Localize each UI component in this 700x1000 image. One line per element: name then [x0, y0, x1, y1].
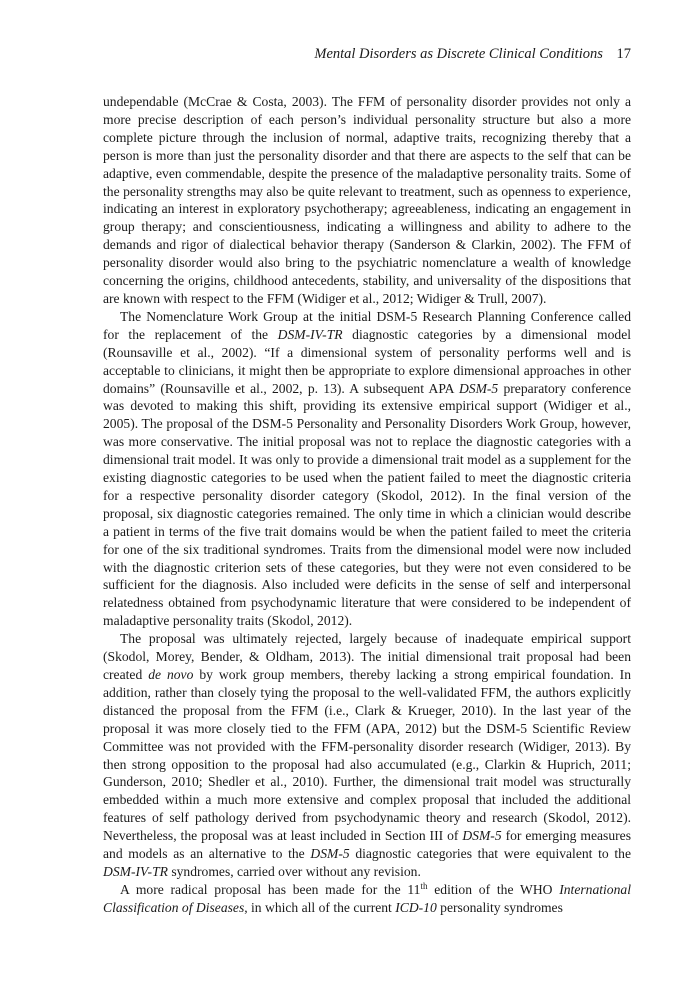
italic-run: DSM-5 — [462, 828, 502, 844]
paragraph — [103, 881, 631, 917]
paragraph — [103, 630, 631, 881]
italic-run: DSM-5 — [310, 846, 350, 862]
italic-run: ICD-10 — [395, 899, 437, 915]
italic-run: DSM-IV-TR — [103, 863, 168, 879]
italic-run: de novo — [148, 667, 194, 682]
text-run: personality syndromes — [436, 899, 563, 915]
text-run: diagnostic categories that were equivalent to the — [349, 846, 631, 862]
italic-run: DSM-5 — [458, 380, 499, 396]
text-run: undependable (McCrae & Costa, 2003). The FFM of personality disorder provides not only a more precise description of each person’s individual personality structure but also a more complete picture through the inclusion of normal, adaptive traits, recognizing thereby that a person is more than just the personality disorder and that there are aspects to the self that can be adaptive, even commendable, despite the presence of the maladaptive personality traits. Some of the personality strengths may also be quite relevant to treatment, such as openness to experience, indicating an interest in exploratory psychotherapy; agreeableness, indicating an engagement in group therapy; and conscientiousness, indicating a willingness and ability to adhere to the demands and rigor of dialectical behavior therapy (Sanderson & Clarkin, 2002). The FFM of personality disorder would also bring to the psychiatric nomenclature a wealth of knowledge concerning the origins, childhood antecedents, stability, and universality of the dispositions that are known with respect to the FFM (Widiger et al., 2012; Widiger & Trull, 2007). — [103, 94, 631, 306]
text-run: preparatory conference was devoted to making this shift, providing its extensive empirical support (Widiger et al., 2005). The proposal of the DSM-5 Personality and Personality Disorders Work Group, however, was more conservative. The initial proposal was not to replace the diagnostic categories with a dimensional trait model. It was only to provide a dimensional trait model as a supplement for the existing diagnostic categories to be used when the patient failed to meet the diagnostic criteria for a respective personality disorder category (Skodol, 2012). In the final version of the proposal, six diagnostic categories remained. The only time in which a clinician would describe a patient in terms of the five trait domains would be when the patient failed to meet the criteria for one of the six traditional syndromes. Traits from the dimensional model were now included with the diagnostic criterion sets of these categories, but they were not even considered to be sufficient for the diagnosis. Also included were deficits in the sense of self and interpersonal relatedness obtained from psychodynamic literature that were considered to be independent of maladaptive personality traits (Skodol, 2012). — [103, 380, 631, 629]
text-run: by work group members, thereby lacking a strong empirical foundation. In addition, rather than closely tying the proposal to the well-validated FFM, the authors explicitly distanced the proposal from the FFM (i.e., Clark & Krueger, 2010). In the last year of the proposal it was more closely tied to the FFM (APA, 2012) but the DSM-5 Scientific Review Committee was not provided with the FFM-personality disorder research (Widiger, 2013). By then strong opposition to the proposal had also accumulated (e.g., Clarkin & Huprich, 2011; Gunderson, 2010; Shedler et al., 2010). Further, the dimensional trait model was structurally embedded within a much more extensive and complex proposal that included the additional features of self pathology derived from psychodynamic theory and research (Skodol, 2012). Nevertheless, the proposal was at least included in Section III of — [103, 667, 631, 844]
superscript: th — [420, 880, 428, 891]
paragraph — [103, 93, 631, 308]
body-text — [103, 93, 631, 917]
running-head — [314, 46, 631, 63]
paragraph — [103, 308, 631, 630]
italic-run: International Classification of Diseases — [103, 881, 631, 915]
text-run: A more radical proposal has been made for the 11 — [120, 881, 421, 897]
text-run: , in which all of the current — [244, 899, 396, 915]
text-run: syndromes, carried over without any revision. — [167, 863, 421, 879]
text-run: for emerging measures and models as an alternative to the — [103, 828, 631, 862]
text-run: edition of the WHO — [427, 881, 560, 897]
text-run: The Nomenclature Work Group at the initial DSM-5 Research Planning Conference called for the replacement of the — [103, 308, 631, 342]
running-head-title: Mental Disorders as Discrete Clinical Conditions — [314, 46, 603, 62]
italic-run: DSM-IV-TR — [277, 326, 343, 342]
text-run: The proposal was ultimately rejected, largely because of inadequate empirical support (Skodol, Morey, Bender, & Oldham, 2013). The initial dimensional trait proposal had been created — [103, 631, 631, 682]
page-number: 17 — [616, 46, 631, 62]
text-run: diagnostic categories by a dimensional model (Rounsaville et al., 2002). “If a dimensional system of personality performs well and is acceptable to clinicians, it might then be appropriate to explore dimensional approaches in other domains” (Rounsaville et al., 2002, p. 13). A subsequent APA — [103, 326, 632, 396]
